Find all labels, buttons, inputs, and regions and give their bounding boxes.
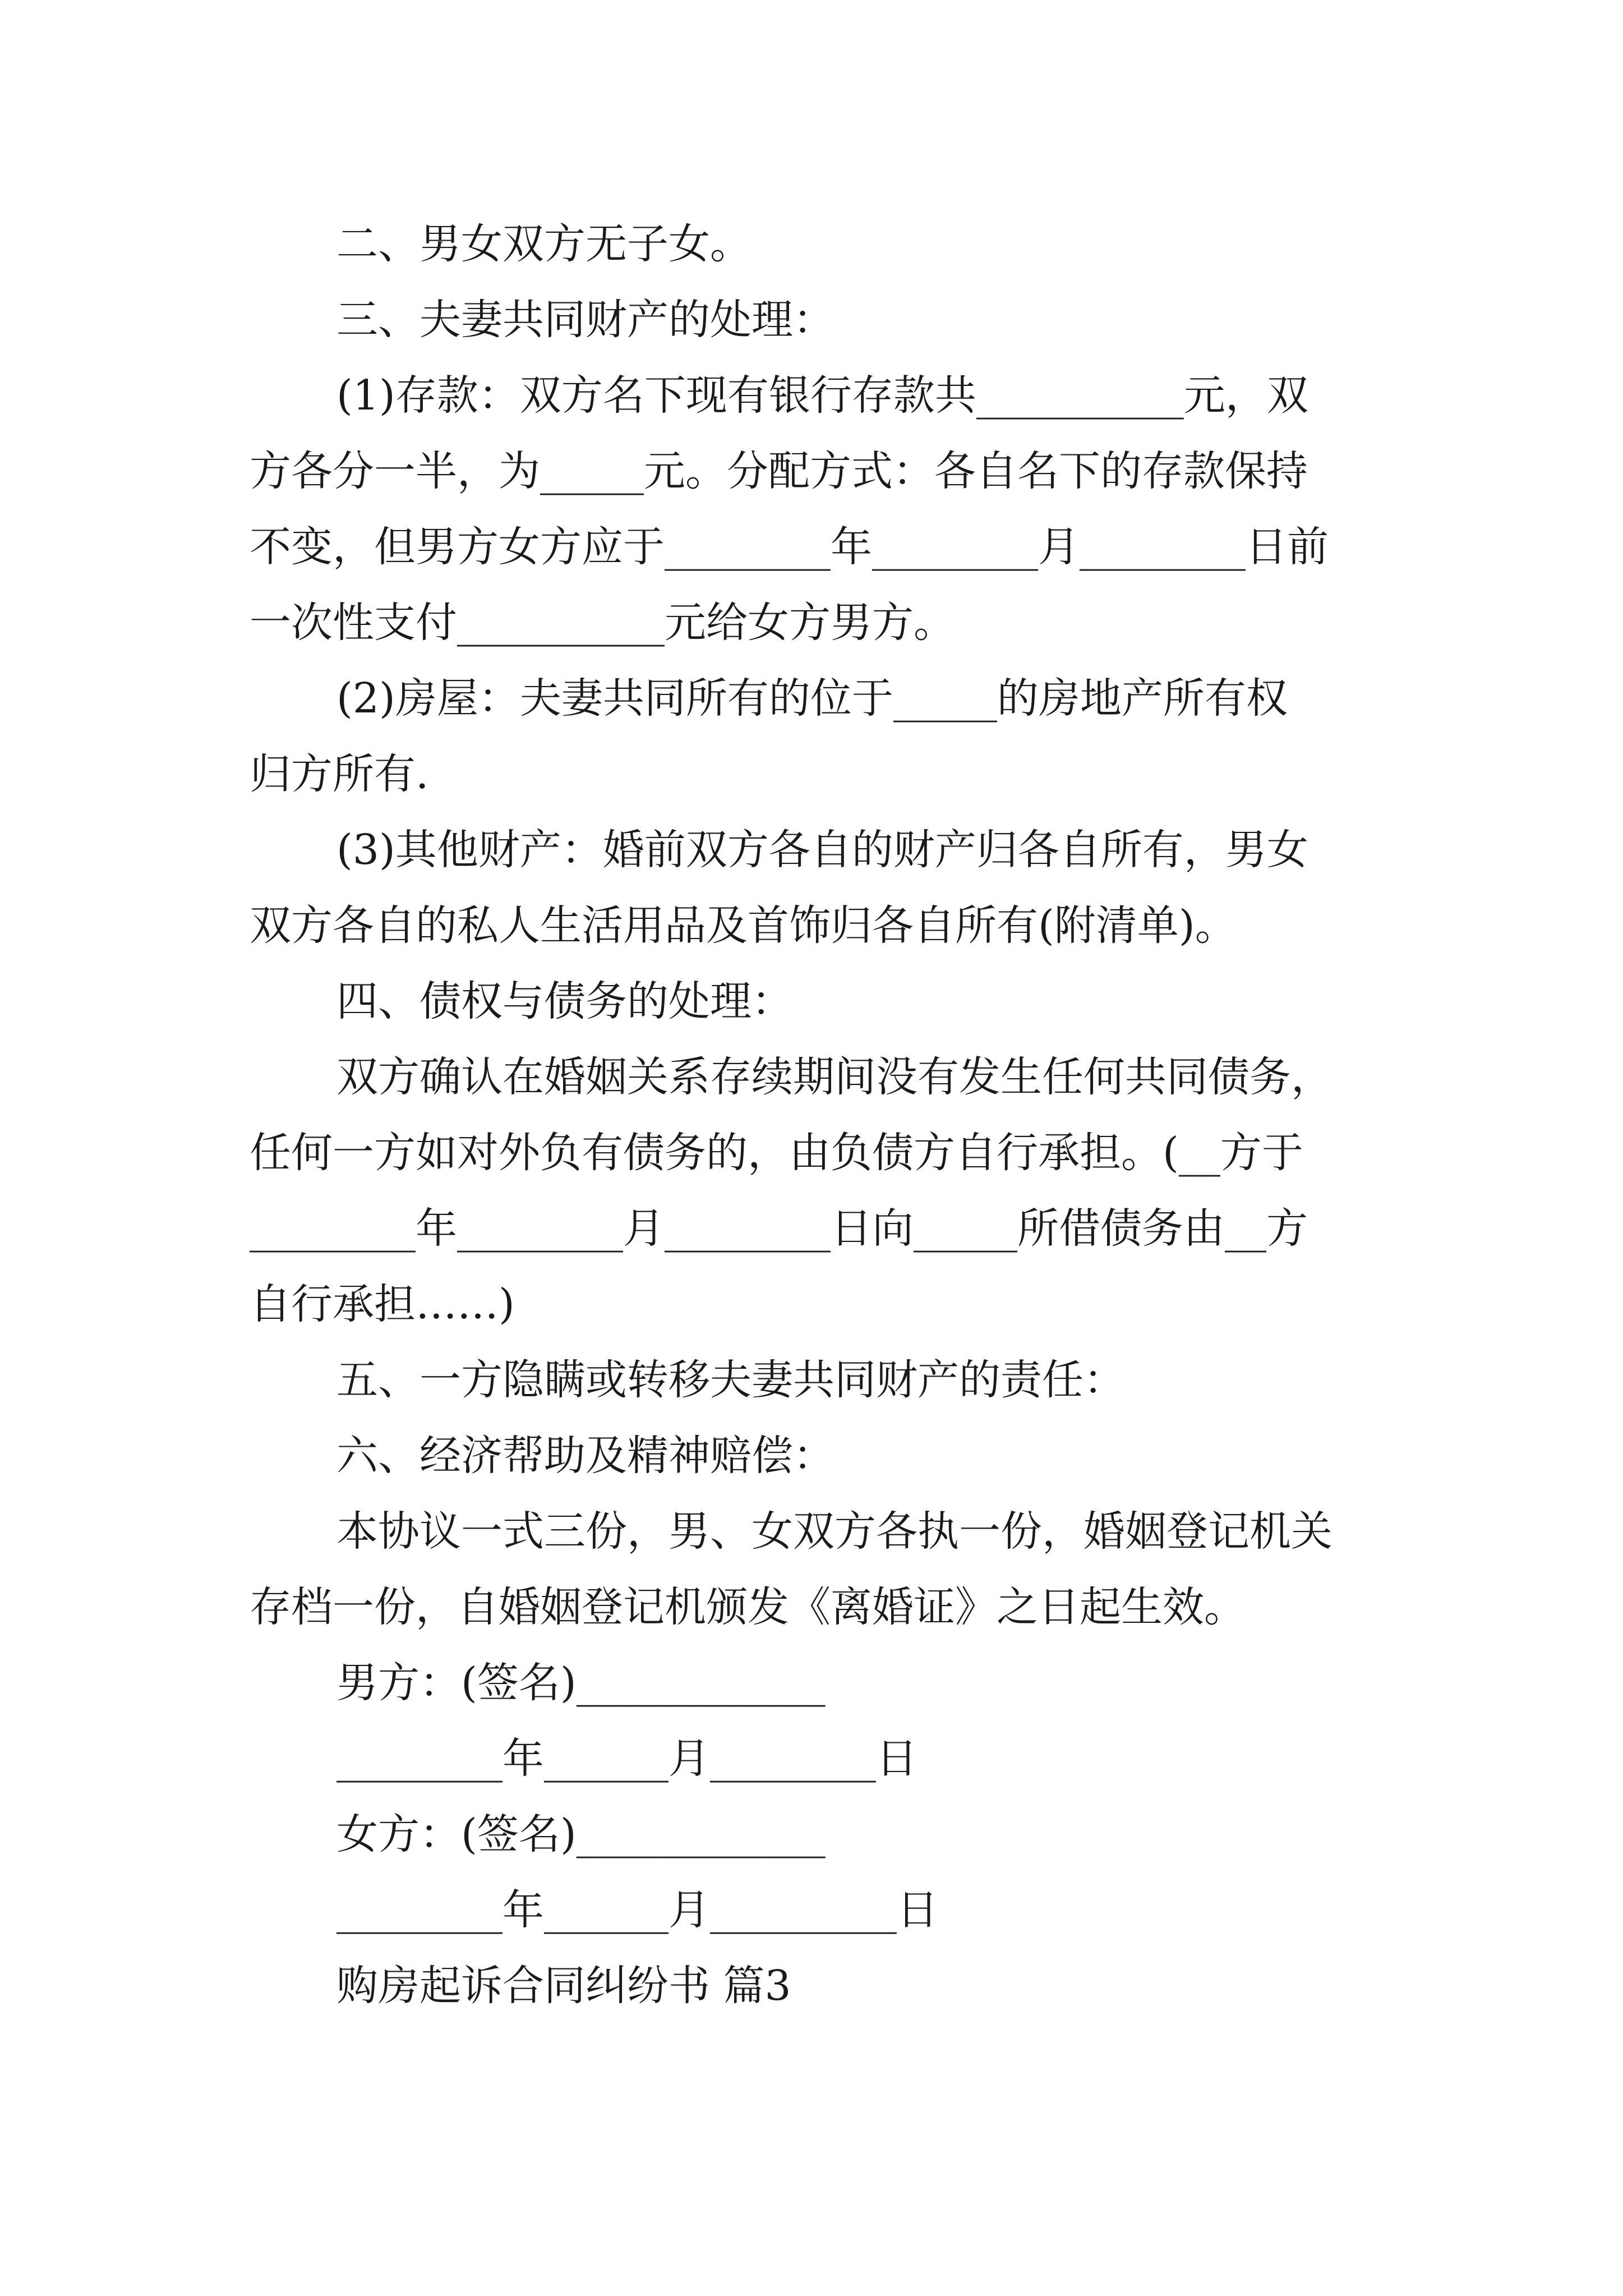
copies-clause-line-2: 存档一份，自婚姻登记机颁发《离婚证》之日起生效。 (250, 1583, 1246, 1631)
debt-clause-line-2: 任何一方如对外负有债务的，由负债方自行承担。(__方于 (250, 1129, 1303, 1177)
copies-clause-line-1: 本协议一式三份，男、女双方各执一份，婚姻登记机关 (336, 1507, 1332, 1556)
male-date-line: ________年______月________日 (336, 1734, 917, 1783)
section-4-heading: 四、债权与债务的处理： (336, 977, 793, 1025)
female-signature-line: 女方：(签名)____________ (336, 1810, 826, 1858)
other-property-line-2: 双方各自的私人生活用品及首饰归各自所有(附清单)。 (250, 901, 1237, 950)
house-clause-line-2: 归方所有. (250, 750, 429, 798)
debt-clause-line-3: ________年________月________日向_____所借债务由__方 (250, 1204, 1308, 1253)
deposit-clause-line-1: (1)存款：双方名下现有银行存款共__________元，双 (336, 371, 1308, 420)
male-signature-line: 男方：(签名)____________ (336, 1659, 826, 1707)
section-2-heading: 二、男女双方无子女。 (336, 220, 751, 268)
section-3-heading: 三、夫妻共同财产的处理： (336, 296, 834, 344)
deposit-clause-line-3: 不变，但男方女方应于________年________月________日前 (250, 523, 1329, 571)
house-clause-line-1: (2)房屋：夫妻共同所有的位于_____的房地产所有权 (336, 674, 1288, 723)
deposit-clause-line-4: 一次性支付__________元给女方男方。 (250, 599, 955, 647)
debt-clause-line-4: 自行承担……) (250, 1280, 515, 1328)
next-section-title: 购房起诉合同纠纷书 篇3 (336, 1962, 791, 2010)
section-5-heading: 五、一方隐瞒或转移夫妻共同财产的责任： (336, 1356, 1125, 1404)
female-date-line: ________年______月_________日 (336, 1886, 938, 1934)
debt-clause-line-1: 双方确认在婚姻关系存续期间没有发生任何共同债务， (336, 1053, 1332, 1101)
deposit-clause-line-2: 方各分一半，为_____元。分配方式：各自名下的存款保持 (250, 447, 1308, 495)
section-6-heading: 六、经济帮助及精神赔偿： (336, 1432, 834, 1480)
other-property-line-1: (3)其他财产：婚前双方各自的财产归各自所有，男女 (336, 826, 1308, 874)
